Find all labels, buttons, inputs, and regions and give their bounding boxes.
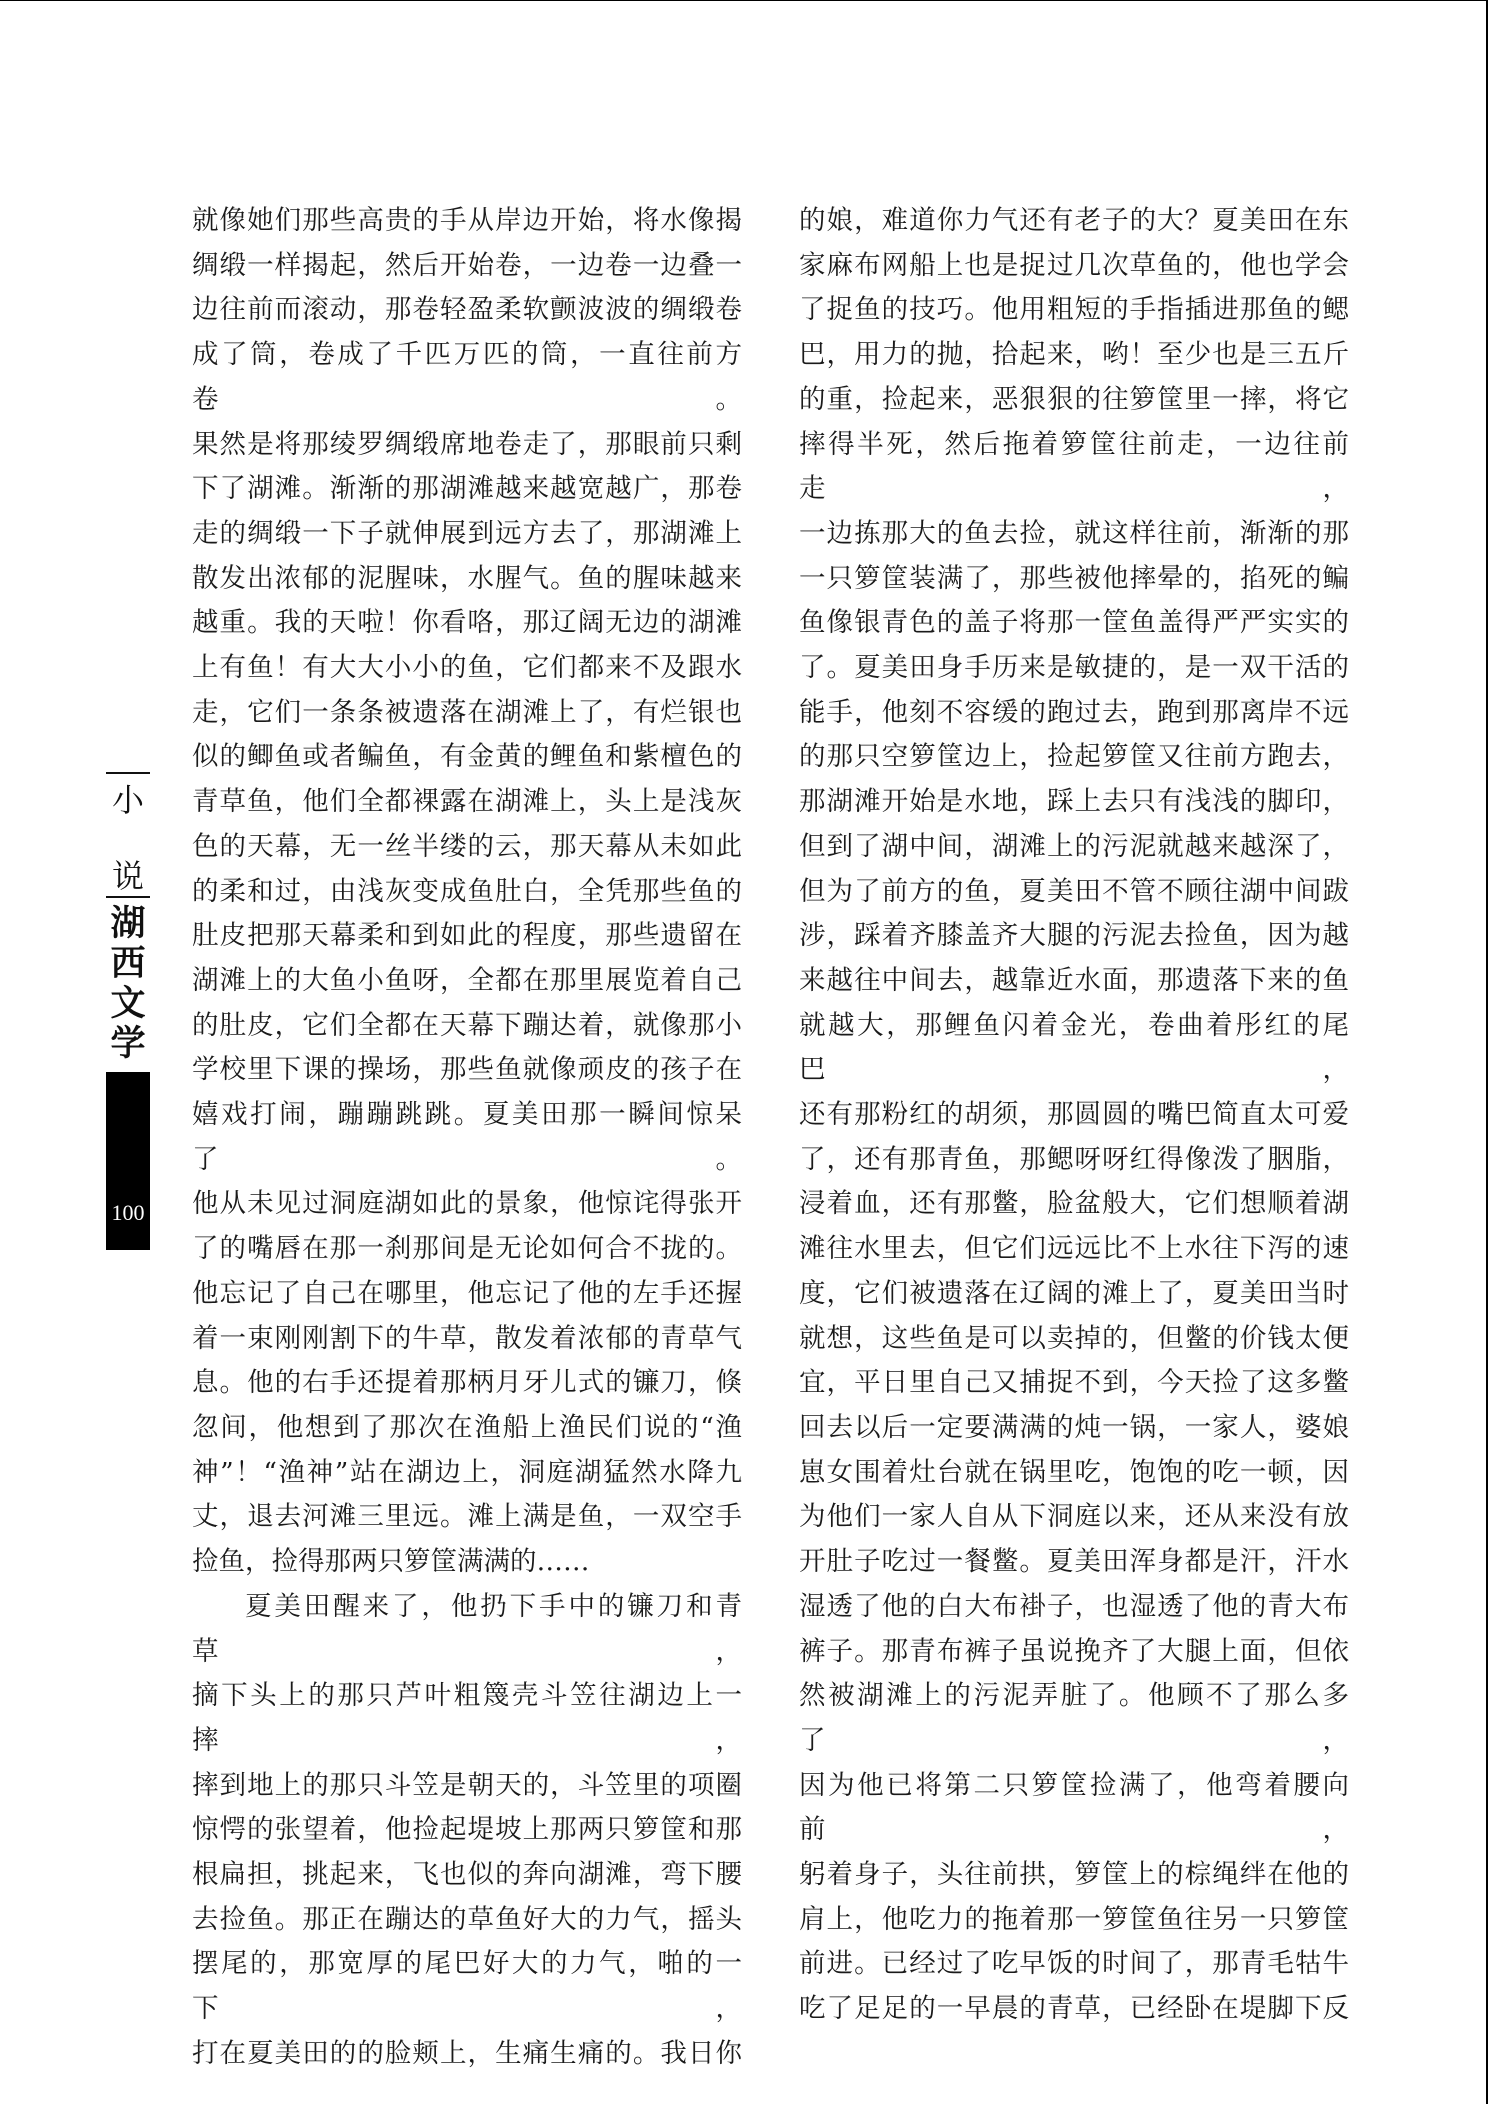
text-line: 一只箩筐装满了，那些被他摔晕的，掐死的鳊 bbox=[799, 562, 1349, 594]
text-line: 湖滩上的大鱼小鱼呀，全都在那里展览着自己 bbox=[192, 964, 742, 996]
text-line: 去捡鱼。那正在蹦达的草鱼好大的力气，摇头 bbox=[192, 1903, 742, 1935]
text-line: 根扁担，挑起来，飞也似的奔向湖滩，弯下腰 bbox=[192, 1859, 742, 1891]
text-line: 走的绸缎一下子就伸展到远方去了，那湖滩上 bbox=[192, 517, 742, 549]
text-line: 了的嘴唇在那一刹那间是无论如何合不拢的。 bbox=[192, 1233, 742, 1265]
text-line: 摆尾的，那宽厚的尾巴好大的力气，啪的一下， bbox=[192, 1948, 742, 2025]
text-line: 丈，退去河滩三里远。滩上满是鱼，一双空手 bbox=[192, 1501, 742, 1533]
text-line: 崽女围着灶台就在锅里吃，饱饱的吃一顿，因 bbox=[799, 1456, 1349, 1488]
text-line: 因为他已将第二只箩筐捡满了，他弯着腰向前， bbox=[799, 1769, 1349, 1846]
text-line: 摔到地上的那只斗笠是朝天的，斗笠里的项圈 bbox=[192, 1769, 742, 1801]
sidebar-mid-rule bbox=[106, 896, 150, 898]
text-line: 上有鱼！有大大小小的鱼，它们都来不及跟水 bbox=[192, 652, 742, 684]
text-line: 的柔和过，由浅灰变成鱼肚白，全凭那些鱼的 bbox=[192, 875, 742, 907]
text-line: 湿透了他的白大布褂子，也湿透了他的青大布 bbox=[799, 1590, 1349, 1622]
text-line: 家麻布网船上也是捉过几次草鱼的，他也学会 bbox=[799, 249, 1349, 281]
text-line: 越重。我的天啦！你看咯，那辽阔无边的湖滩 bbox=[192, 607, 742, 639]
logo-char: 湖 bbox=[110, 903, 146, 944]
text-line: 他从未见过洞庭湖如此的景象，他惊诧得张开 bbox=[192, 1188, 742, 1220]
text-line: 为他们一家人自从下洞庭以来，还从来没有放 bbox=[799, 1501, 1349, 1533]
text-line: 捡鱼，捡得那两只箩筐满满的…… bbox=[192, 1546, 590, 1578]
text-line: 打在夏美田的的脸颊上，生痛生痛的。我日你 bbox=[192, 2037, 742, 2069]
text-line: 了捉鱼的技巧。他用粗短的手指插进那鱼的鳃 bbox=[799, 294, 1349, 326]
text-line: 能手，他刻不容缓的跑过去，跑到那离岸不远 bbox=[799, 696, 1349, 728]
text-line: 那湖滩开始是水地，踩上去只有浅浅的脚印， bbox=[799, 786, 1349, 818]
text-line: 了。夏美田身手历来是敏捷的，是一双干活的 bbox=[799, 652, 1349, 684]
text-line: 惊愕的张望着，他捡起堤坡上那两只箩筐和那 bbox=[192, 1814, 742, 1846]
text-line: 走，它们一条条被遗落在湖滩上了，有烂银也 bbox=[192, 696, 742, 728]
text-line: 但为了前方的鱼，夏美田不管不顾往湖中间跋 bbox=[799, 875, 1349, 907]
text-line: 他忘记了自己在哪里，他忘记了他的左手还握 bbox=[192, 1277, 742, 1309]
text-line: 的重，捡起来，恶狠狠的往箩筐里一摔，将它 bbox=[799, 383, 1349, 415]
text-line: 然被湖滩上的污泥弄脏了。他顾不了那么多了， bbox=[799, 1680, 1349, 1756]
text-line: 前进。已经过了吃早饭的时间了，那青毛牯牛 bbox=[799, 1948, 1349, 1980]
text-line: 了，还有那青鱼，那鳃呀呀红得像泼了胭脂， bbox=[799, 1143, 1349, 1175]
text-line: 成了筒，卷成了千匹万匹的筒，一直往前方卷。 bbox=[192, 339, 742, 415]
text-line: 一边拣那大的鱼去捡，就这样往前，渐渐的那 bbox=[799, 517, 1349, 549]
text-line: 摔得半死，然后拖着箩筐往前走，一边往前走， bbox=[799, 428, 1349, 505]
text-line: 躬着身子，头往前拱，箩筐上的棕绳绊在他的 bbox=[799, 1859, 1349, 1891]
text-line: 就像她们那些高贵的手从岸边开始，将水像揭 bbox=[192, 205, 742, 236]
text-line: 绸缎一样揭起，然后开始卷，一边卷一边叠一 bbox=[192, 249, 742, 281]
logo-char: 西 bbox=[110, 943, 146, 984]
right-text-column bbox=[799, 199, 1349, 2032]
text-line: 还有那粉红的胡须，那圆圆的嘴巴简直太可爱 bbox=[799, 1099, 1349, 1131]
sidebar-top-rule bbox=[106, 772, 150, 774]
section-label-char-2: 说 bbox=[111, 857, 144, 895]
text-line: 夏美田醒来了，他扔下手中的镰刀和青草， bbox=[192, 1590, 742, 1667]
text-line: 吃了足足的一早晨的青草，已经卧在堤脚下反 bbox=[799, 1993, 1349, 2025]
logo-char: 文 bbox=[110, 983, 146, 1024]
section-sidebar bbox=[104, 772, 152, 1250]
text-line: 摘下头上的那只芦叶粗篾壳斗笠往湖边上一摔， bbox=[192, 1680, 742, 1756]
page-number: 100 bbox=[111, 1200, 145, 1225]
text-line: 宜，平日里自己又捕捉不到，今天捡了这多鳖 bbox=[799, 1367, 1349, 1399]
text-line: 似的鲫鱼或者鳊鱼，有金黄的鲤鱼和紫檀色的 bbox=[192, 741, 742, 773]
text-line: 回去以后一定要满满的炖一锅，一家人，婆娘 bbox=[799, 1411, 1349, 1443]
logo-char: 学 bbox=[110, 1023, 146, 1064]
text-line: 神”！“渔神”站在湖边上，洞庭湖猛然水降九 bbox=[192, 1456, 742, 1488]
text-line: 青草鱼，他们全都裸露在湖滩上，头上是浅灰 bbox=[192, 786, 742, 818]
text-line: 果然是将那绫罗绸缎席地卷走了，那眼前只剩 bbox=[192, 428, 742, 460]
text-line: 散发出浓郁的泥腥味，水腥气。鱼的腥味越来 bbox=[192, 562, 742, 594]
page-number-block bbox=[106, 1072, 150, 1250]
text-line: 的娘，难道你力气还有老子的大？夏美田在东 bbox=[799, 205, 1349, 236]
text-line: 浸着血，还有那鳖，脸盆般大，它们想顺着湖 bbox=[799, 1188, 1349, 1220]
text-line: 来越往中间去，越靠近水面，那遗落下来的鱼 bbox=[799, 964, 1349, 996]
text-line: 肚皮把那天幕柔和到如此的程度，那些遗留在 bbox=[192, 920, 742, 952]
text-line: 的那只空箩筐边上，捡起箩筐又往前方跑去， bbox=[799, 741, 1349, 773]
text-line: 色的天幕，无一丝半缕的云，那天幕从未如此 bbox=[192, 830, 742, 862]
text-line: 学校里下课的操场，那些鱼就像顽皮的孩子在 bbox=[192, 1054, 742, 1086]
text-line: 巴，用力的抛，拾起来，哟！至少也是三五斤 bbox=[799, 339, 1349, 371]
magazine-logo bbox=[104, 904, 152, 1064]
text-line: 鱼像银青色的盖子将那一筐鱼盖得严严实实的 bbox=[799, 607, 1349, 639]
text-line: 边往前而滚动，那卷轻盈柔软颤波波的绸缎卷 bbox=[192, 294, 742, 326]
section-label-char-1: 小 bbox=[111, 781, 144, 819]
text-line: 就想，这些鱼是可以卖掉的，但鳖的价钱太便 bbox=[799, 1322, 1349, 1354]
text-line: 裤子。那青布裤子虽说挽齐了大腿上面，但依 bbox=[799, 1635, 1349, 1667]
text-line: 忽间，他想到了那次在渔船上渔民们说的“渔 bbox=[192, 1411, 742, 1443]
text-line: 肩上，他吃力的拖着那一箩筐鱼往另一只箩筐 bbox=[799, 1903, 1349, 1935]
text-line: 下了湖滩。渐渐的那湖滩越来越宽越广，那卷 bbox=[192, 473, 742, 505]
text-line: 息。他的右手还提着那柄月牙儿式的镰刀，倏 bbox=[192, 1367, 742, 1399]
text-line: 就越大，那鲤鱼闪着金光，卷曲着彤红的尾巴， bbox=[799, 1009, 1349, 1086]
text-line: 涉，踩着齐膝盖齐大腿的污泥去捡鱼，因为越 bbox=[799, 920, 1349, 952]
left-text-column bbox=[192, 199, 742, 2077]
text-line: 但到了湖中间，湖滩上的污泥就越来越深了， bbox=[799, 830, 1349, 862]
text-line: 嬉戏打闹，蹦蹦跳跳。夏美田那一瞬间惊呆了。 bbox=[192, 1099, 742, 1175]
text-line: 开肚子吃过一餐鳖。夏美田浑身都是汗，汗水 bbox=[799, 1546, 1349, 1578]
text-line: 度，它们被遗落在辽阔的滩上了，夏美田当时 bbox=[799, 1277, 1349, 1309]
page-frame-top-rule bbox=[0, 0, 1487, 1]
text-line: 着一束刚刚割下的牛草，散发着浓郁的青草气 bbox=[192, 1322, 742, 1354]
text-line: 的肚皮，它们全都在天幕下蹦达着，就像那小 bbox=[192, 1009, 742, 1041]
text-line: 滩往水里去，但它们远远比不上水往下泻的速 bbox=[799, 1233, 1349, 1265]
